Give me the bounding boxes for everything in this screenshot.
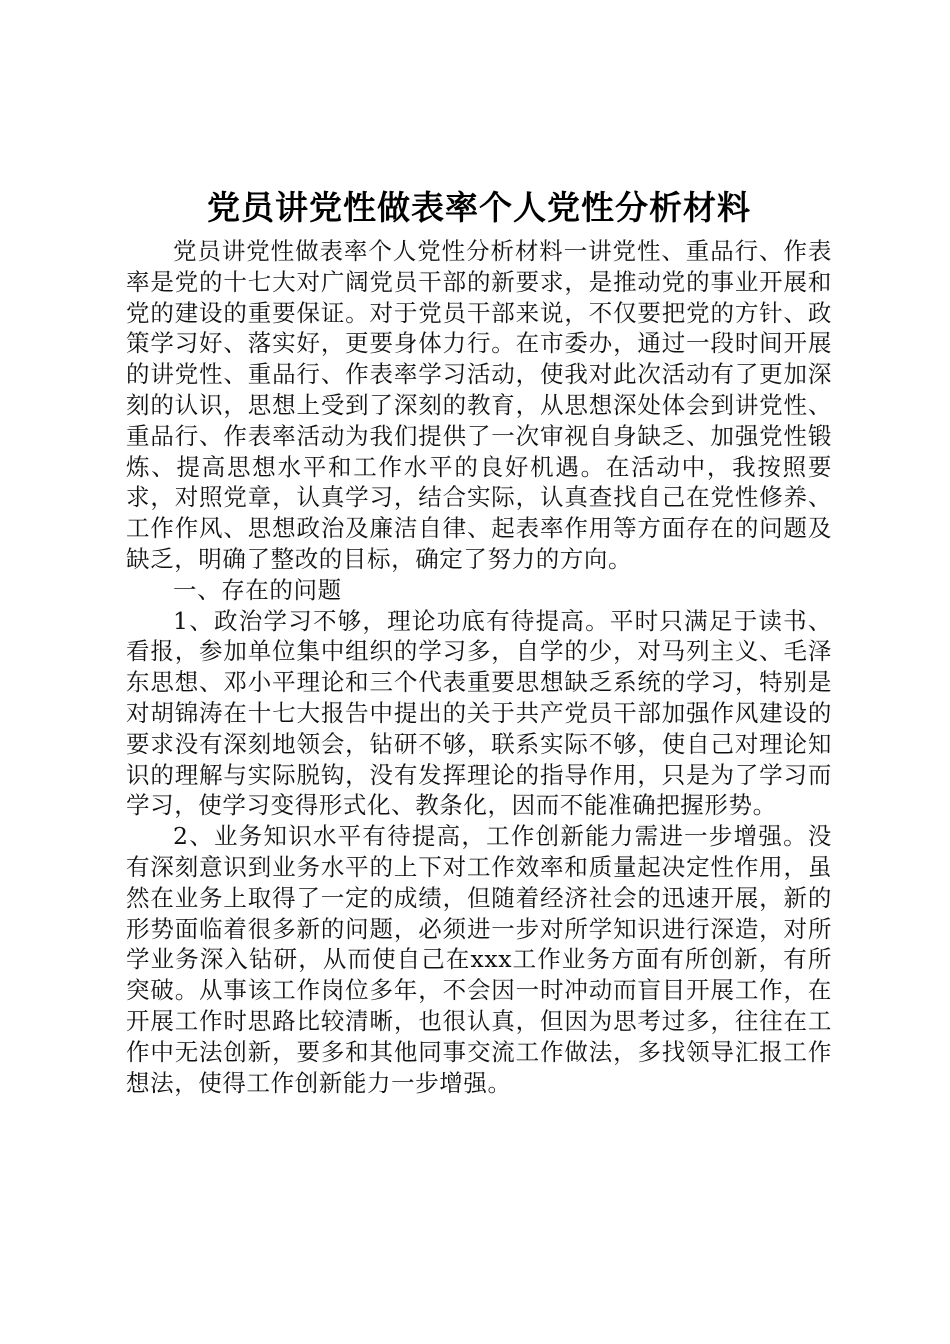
problem-item-1: 1、政治学习不够，理论功底有待提高。平时只满足于读书、看报，参加单位集中组织的学习多，自学的少，对马列主义、毛泽东思想、邓小平理论和三个代表重要思想缺乏系统的学习，特别是对胡锦涛在十七大报告中提出的关于共产党员干部加强作风建设的要求没有深刻地领会，钻研不够，联系实际不够，使自己对理论知识的理解与实际脱钩，没有发挥理论的指导作用，只是为了学习而学习，使学习变得形式化、教条化，因而不能准确把握形势。 — [126, 606, 832, 820]
section-heading-problems: 一、存在的问题 — [173, 575, 342, 604]
problem-item-2: 2、业务知识水平有待提高，工作创新能力需进一步增强。没有深刻意识到业务水平的上下对工作效率和质量起决定性作用，虽然在业务上取得了一定的成绩，但随着经济社会的迅速开展，新的形势面临着很多新的问题，必须进一步对所学知识进行深造，对所学业务深入钻研，从而使自己在xxx工作业务方面有所创新，有所突破。从事该工作岗位多年，不会因一时冲动而盲目开展工作，在开展工作时思路比较清晰，也很认真，但因为思考过多，往往在工作中无法创新，要多和其他同事交流工作做法，多找领导汇报工作想法，使得工作创新能力一步增强。 — [126, 822, 832, 1097]
intro-paragraph: 党员讲党性做表率个人党性分析材料一讲党性、重品行、作表率是党的十七大对广阔党员干部的新要求，是推动党的事业开展和党的建设的重要保证。对于党员干部来说，不仅要把党的方针、政策学习好、落实好，更要身体力行。在市委办，通过一段时间开展的讲党性、重品行、作表率学习活动，使我对此次活动有了更加深刻的认识，思想上受到了深刻的教育，从思想深处体会到讲党性、重品行、作表率活动为我们提供了一次审视自身缺乏、加强党性锻炼、提高思想水平和工作水平的良好机遇。在活动中，我按照要求，对照党章，认真学习，结合实际，认真查找自己在党性修养、工作作风、思想政治及廉洁自律、起表率作用等方面存在的问题及缺乏，明确了整改的目标，确定了努力的方向。 — [126, 237, 832, 573]
document-body — [126, 180, 832, 1098]
document-title: 党员讲党性做表率个人党性分析材料 — [207, 188, 751, 227]
